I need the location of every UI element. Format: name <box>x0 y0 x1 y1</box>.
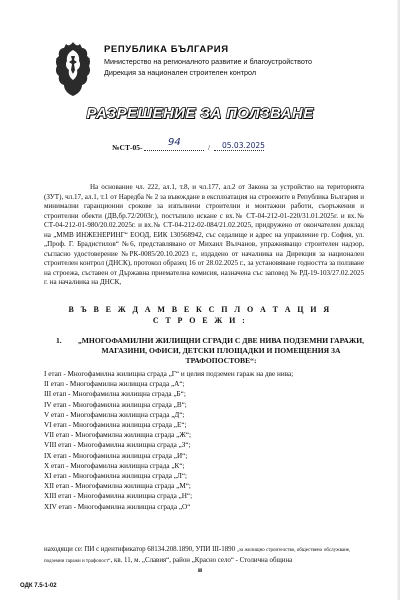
stage-item: III етап - Многофамилна жилищна сграда „Б“; <box>44 390 186 399</box>
stage-item: IX етап - Многофамилна жилищна сграда „И“; <box>44 451 188 460</box>
location-part-1: находящи се: ПИ с идентификатор 68134.208.1890, УПИ III-1890 <box>44 546 236 553</box>
stage-item: XI етап - Многофамилна жилищна сграда „Л“; <box>44 472 188 481</box>
stage-item: XIV етап - Многофамилна жилищна сграда „О“ <box>44 502 191 511</box>
permit-separator: / <box>208 143 211 152</box>
conjunction-word: и <box>197 565 203 574</box>
republic-name: РЕПУБЛИКА БЪЛГАРИЯ <box>104 44 229 55</box>
location-purpose-1: „за жилищно строителство, обществено <box>236 548 323 553</box>
stage-item: V етап - Многофамилна жилищна сграда „Д“; <box>44 410 185 419</box>
legal-basis-paragraph: На основание чл. 222, ал.1, т.8, и чл.177, ал.2 от Закона за устройство на територията (ЗУТ), чл.17, ал.1, т.1 от Наредба № 2 за въвеждане в експлоатация на строежите в Република България и минимални гаранционни срокове за изпълнени строителни и монтажни работи, съоръжения и строителни обекти (ДВ,бр.72/2003г.), постъпило искане с вх.№ СТ-04-212-01-220/31.01.2025г. и вх.№ СТ-04-212-01-980/20.02.2025г. и вх.№ СТ-04-212-02-084/21.02.2025, придружено от окончателен доклад на „ММВ ИНЖЕНЕРИНГ“ ЕООД, ЕИК 130568942, със седалище и адрес на управление гр. София, ул. „Проф. Г. Брадистилов“ №6, представлявано от Михаил Вълчанов, упражняващо строителен надзор, съгласно удостоверение №РК-0085/20.10.2023 г., издадено от началника на Дирекция за национален строителен контрол (ДНСК), протокол образец 16 от 28.02.2025 г., за установяване годността за ползване на строежа, съставен от Държавна приемателна комисия, назначена със заповед № РД-19-103/27.02.2025 г. на началника на ДНСК, <box>44 183 364 287</box>
object-title: „МНОГОФАМИЛНИ ЖИЛИЩНИ СГРАДИ С ДВЕ НИВА ПОДЗЕМНИ ГАРАЖИ, МАГАЗИНИ, ОФИСИ, ДЕТСКИ ПЛОЩАДКИ И ПОМЕЩЕНИЯ ЗА ТРАФОПОСТОВЕ“: <box>77 336 365 365</box>
stage-item: VII етап - Многофамилна жилищна сграда „Ж“; <box>44 431 191 440</box>
form-code: ОДК 7.5-1-02 <box>20 583 57 589</box>
object-number: 1. <box>56 336 62 345</box>
commissioning-heading <box>0 304 400 326</box>
commissioning-line-2: С Т Р О Е Ж И : <box>152 316 248 325</box>
stage-item: II етап - Многофамилна жилищна сграда „А“; <box>44 380 185 389</box>
number-dotted-line <box>144 150 204 151</box>
date-dotted-line <box>214 150 264 151</box>
location-paragraph <box>44 545 370 566</box>
stage-item: I етап - Многофамилна жилищна сграда „Г“ и целия подземен гараж на две нива; <box>44 370 294 378</box>
stage-item: X етап - Многофамилна жилищна сграда „К“; <box>44 461 185 470</box>
permit-number-line <box>112 137 352 154</box>
stage-item: VIII етап - Многофамилна жилищна сграда „З“; <box>44 441 191 450</box>
permit-date-stamp: 05.03.2025 <box>222 141 265 150</box>
institution-header <box>104 44 364 77</box>
stages-list <box>44 369 374 512</box>
location-part-2: , кв. 11, м. „Славия“, район „Красно село“ - Столична община <box>110 556 293 564</box>
object-heading <box>58 336 374 366</box>
location-purpose-2: обслужване, подземни гаражи и трафопост“ <box>44 548 351 564</box>
stage-item: XII етап - Многофамилна жилищна сграда „М“; <box>44 482 191 491</box>
stage-item: VI етап - Многофамилна жилищна сграда „Е“; <box>44 421 187 430</box>
directorate-name: Дирекция за национален строителен контрол <box>104 68 257 77</box>
commissioning-line-1: В Ъ В Е Ж Д А М В Е К С П Л О А Т А Ц И Я <box>68 305 332 314</box>
stage-item: XIII етап - Многофамилна жилищна сграда „Н“; <box>44 492 193 501</box>
ministry-name: Министерство на регионалното развитие и благоустройството <box>104 57 312 66</box>
document-title: РАЗРЕШЕНИЕ ЗА ПОЛЗВАНЕ <box>86 105 314 122</box>
permit-number-label: №СТ-05- <box>112 143 143 152</box>
coat-of-arms-icon <box>50 40 96 98</box>
permit-number-handwritten: 94 <box>168 137 181 148</box>
stage-item: IV етап - Многофамилна жилищна сграда „В“; <box>44 400 187 409</box>
